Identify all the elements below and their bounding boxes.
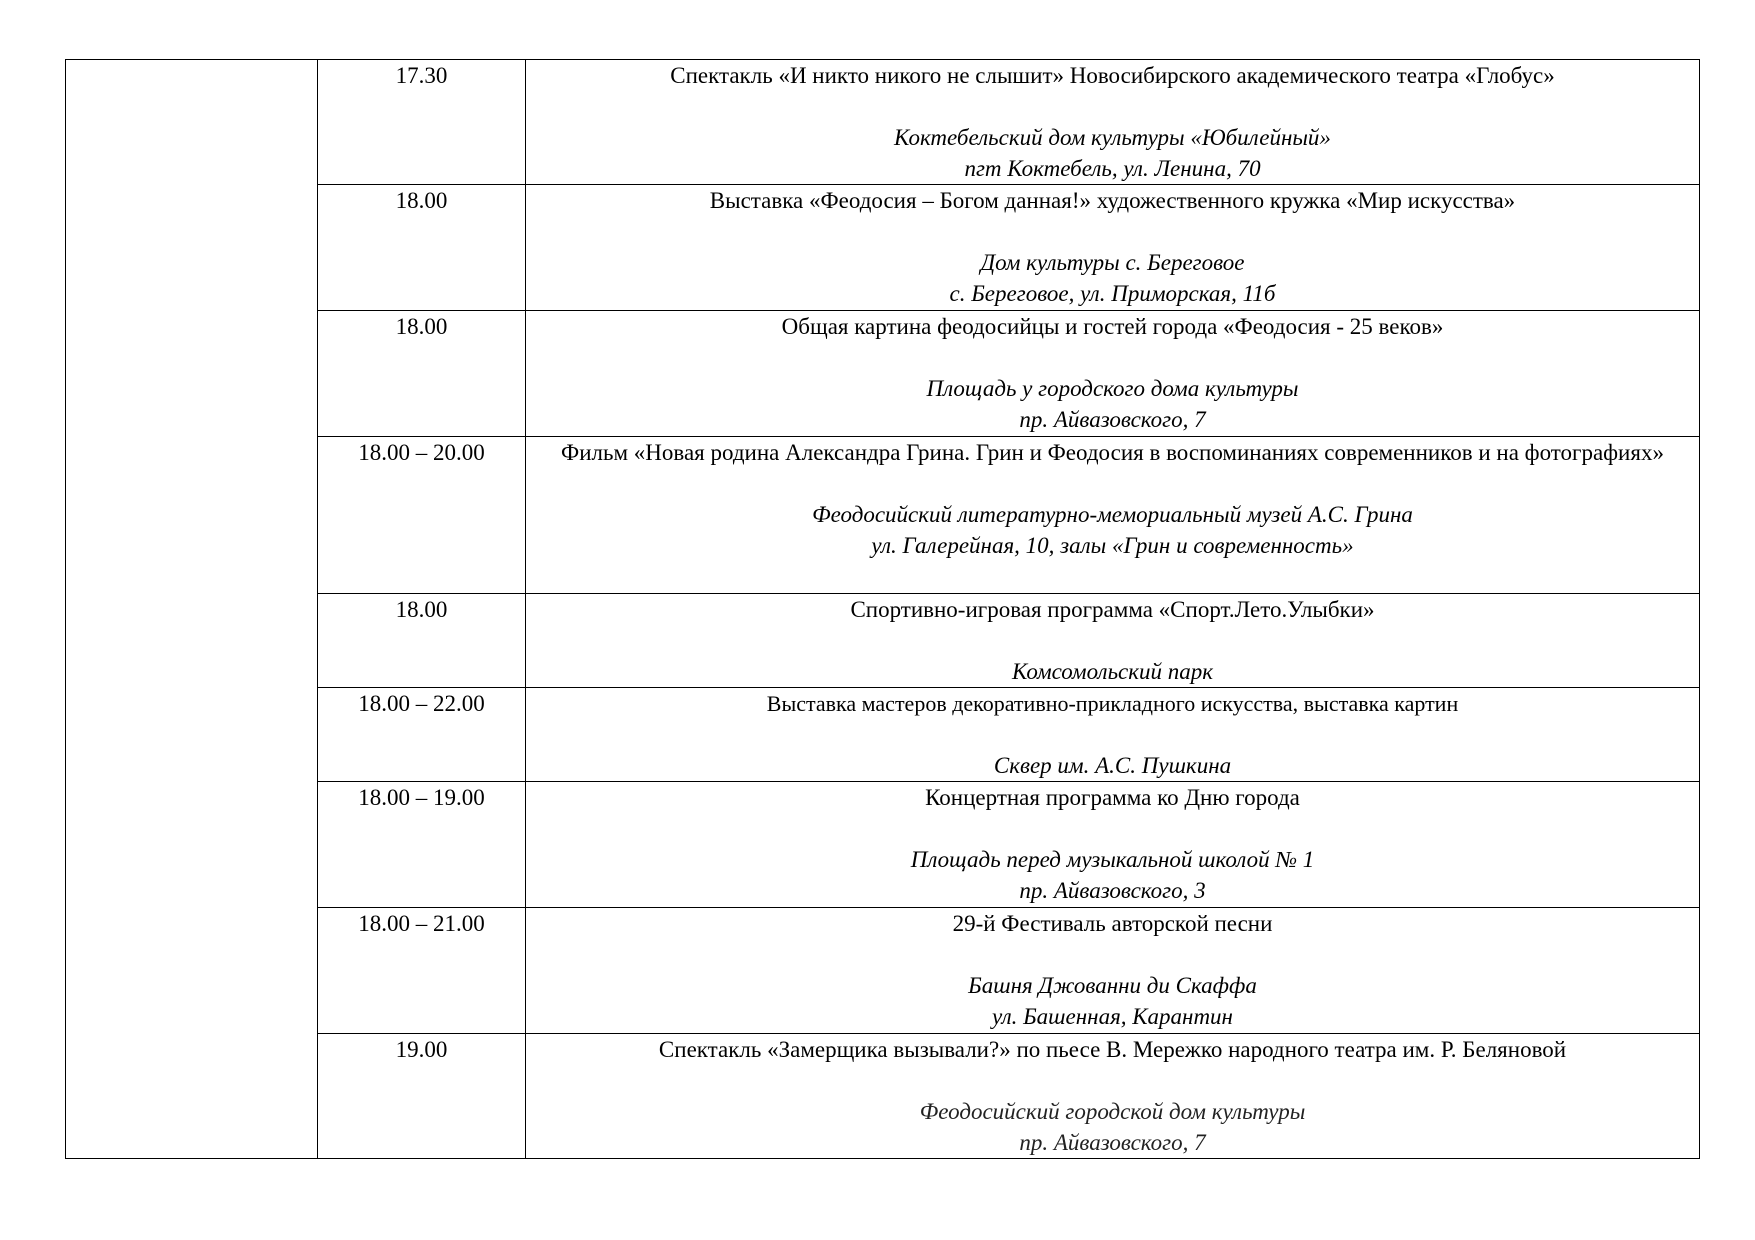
event-venue: Площадь у городского дома культуры xyxy=(926,376,1299,401)
event-cell xyxy=(526,185,1700,311)
event-address: ул. Башенная, Карантин xyxy=(992,1004,1233,1029)
event-venue: Коктебельский дом культуры «Юбилейный» xyxy=(894,125,1331,150)
time-cell xyxy=(318,1034,526,1159)
event-address: пгт Коктебель, ул. Ленина, 70 xyxy=(964,156,1261,181)
time-cell xyxy=(318,908,526,1034)
event-title: Выставка мастеров декоративно-прикладного искусства, выставка картин xyxy=(766,691,1459,716)
event-venue: Башня Джованни ди Скаффа xyxy=(968,973,1257,998)
event-title: Спектакль «И никто никого не слышит» Новосибирского академического театра «Глобус» xyxy=(670,63,1555,88)
time-cell xyxy=(318,688,526,782)
time-cell xyxy=(318,311,526,437)
event-venue: Площадь перед музыкальной школой № 1 xyxy=(910,847,1315,872)
time-cell xyxy=(318,437,526,594)
time-cell xyxy=(318,185,526,311)
event-time: 18.00 xyxy=(395,597,448,622)
table-row xyxy=(66,60,1700,185)
event-title: Фильм «Новая родина Александра Грина. Грин и Феодосия в воспоминаниях современников и на фотографиях» xyxy=(561,440,1664,465)
event-time: 18.00 – 19.00 xyxy=(358,785,485,810)
event-title: 29-й Фестиваль авторской песни xyxy=(952,911,1273,936)
event-time: 18.00 xyxy=(395,188,448,213)
event-time: 18.00 – 20.00 xyxy=(358,440,485,465)
event-cell xyxy=(526,1034,1700,1159)
schedule-table xyxy=(65,59,1700,1159)
event-title: Спектакль «Замерщика вызывали?» по пьесе В. Мережко народного театра им. Р. Беляновой xyxy=(658,1037,1567,1062)
date-column-cell xyxy=(66,60,318,1159)
event-cell xyxy=(526,311,1700,437)
event-venue: Комсомольский парк xyxy=(1011,659,1214,684)
event-time: 18.00 – 21.00 xyxy=(358,911,485,936)
event-venue: Феодосийский литературно-мемориальный музей А.С. Грина xyxy=(812,502,1413,527)
event-cell xyxy=(526,688,1700,782)
event-title: Концертная программа ко Дню города xyxy=(925,785,1300,810)
event-address: с. Береговое, ул. Приморская, 11б xyxy=(949,281,1276,306)
time-cell xyxy=(318,782,526,908)
event-cell xyxy=(526,60,1700,185)
event-address: пр. Айвазовского, 3 xyxy=(1019,878,1206,903)
event-title: Выставка «Феодосия – Богом данная!» художественного кружка «Мир искусства» xyxy=(709,188,1516,213)
event-cell xyxy=(526,782,1700,908)
event-time: 19.00 xyxy=(395,1037,448,1062)
event-venue: Сквер им. А.С. Пушкина xyxy=(993,753,1232,778)
event-title: Общая картина феодосийцы и гостей города «Феодосия - 25 веков» xyxy=(781,314,1444,339)
time-cell xyxy=(318,60,526,185)
event-venue: Феодосийский городской дом культуры xyxy=(919,1099,1306,1124)
event-address: пр. Айвазовского, 7 xyxy=(1019,407,1206,432)
event-title: Спортивно-игровая программа «Спорт.Лето.Улыбки» xyxy=(850,597,1375,622)
event-time: 18.00 – 22.00 xyxy=(358,691,485,716)
time-cell xyxy=(318,594,526,688)
event-address: ул. Галерейная, 10, залы «Грин и современность» xyxy=(871,533,1354,558)
event-time: 17.30 xyxy=(395,63,448,88)
event-address: пр. Айвазовского, 7 xyxy=(1019,1130,1206,1155)
event-cell xyxy=(526,594,1700,688)
event-cell xyxy=(526,437,1700,594)
event-venue: Дом культуры с. Береговое xyxy=(980,250,1245,275)
event-time: 18.00 xyxy=(395,314,448,339)
event-cell xyxy=(526,908,1700,1034)
